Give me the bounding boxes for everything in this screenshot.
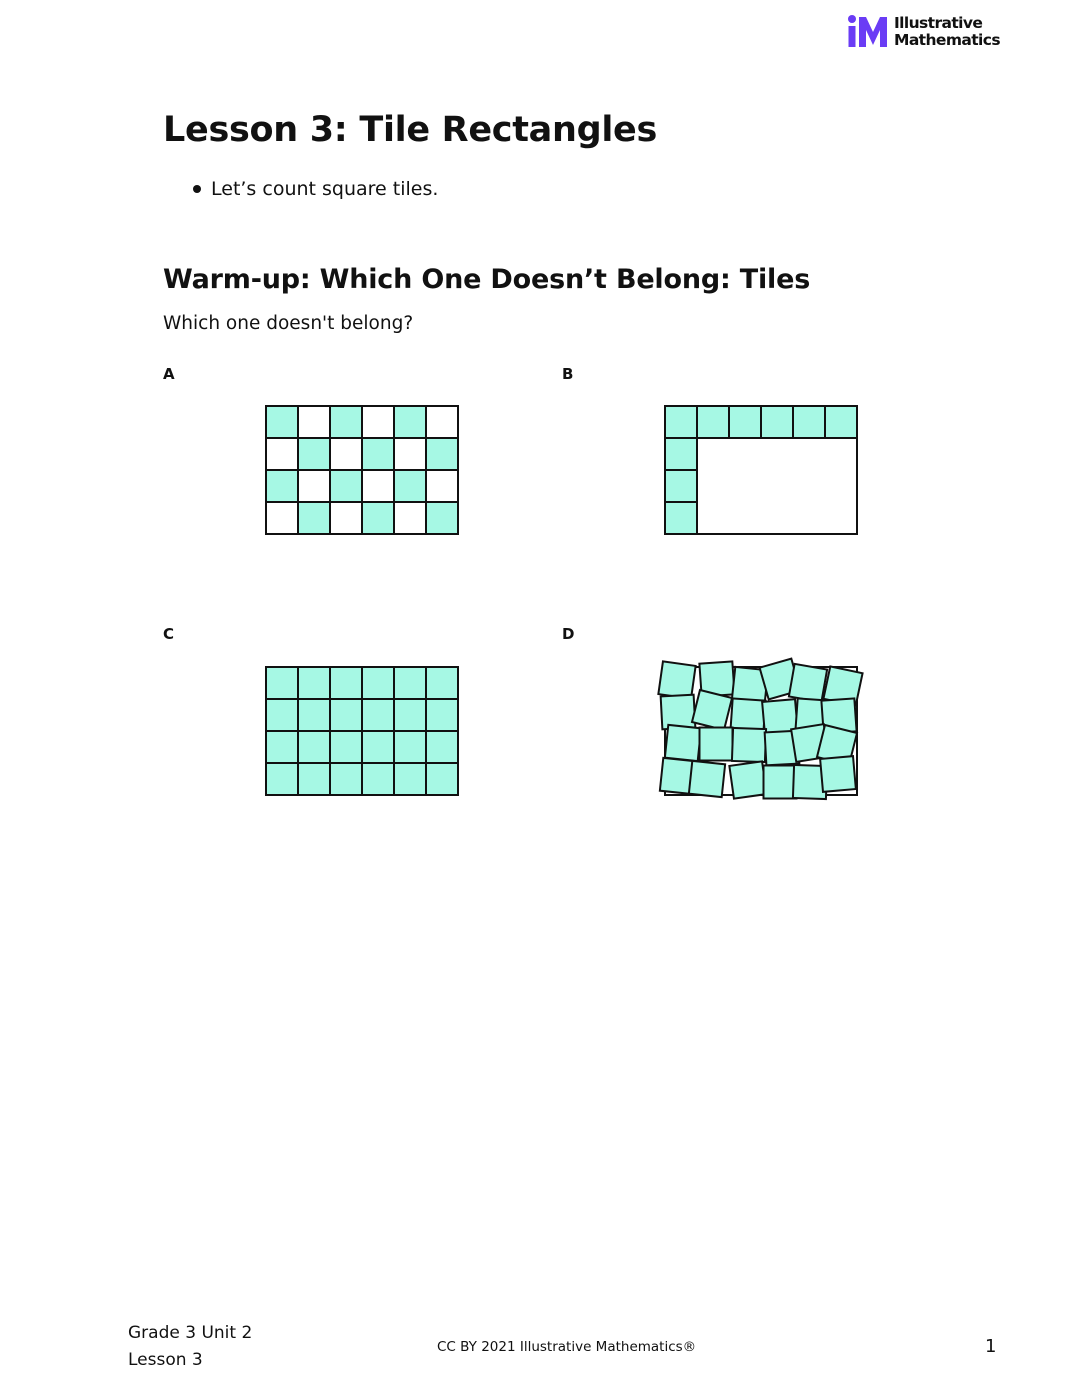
empty-cell — [330, 502, 362, 534]
figure-label-d: D — [562, 625, 575, 643]
empty-cell — [266, 502, 298, 534]
footer-grade-unit: Grade 3 Unit 2 — [128, 1323, 253, 1343]
tile — [658, 661, 695, 698]
tile — [689, 761, 725, 797]
tile — [362, 763, 394, 795]
tile — [426, 502, 458, 534]
figure-label-b: B — [562, 365, 574, 383]
figure-label-a: A — [163, 365, 175, 383]
tile — [732, 728, 766, 762]
tile — [362, 502, 394, 534]
tile — [330, 731, 362, 763]
tile — [266, 699, 298, 731]
empty-cell — [426, 406, 458, 438]
tile — [825, 406, 857, 438]
figure-b-border — [664, 405, 858, 535]
tile — [820, 756, 856, 792]
tile — [426, 763, 458, 795]
tile — [298, 438, 330, 470]
tile — [266, 763, 298, 795]
tile — [298, 699, 330, 731]
warmup-prompt: Which one doesn't belong? — [163, 313, 414, 334]
warmup-heading: Warm-up: Which One Doesn’t Belong: Tiles — [163, 264, 811, 295]
empty-cell — [330, 438, 362, 470]
figure-label-c: C — [163, 625, 175, 643]
footer-copyright: CC BY 2021 Illustrative Mathematics® — [437, 1339, 697, 1355]
tile — [665, 470, 697, 502]
tile — [665, 725, 701, 761]
empty-cell — [362, 406, 394, 438]
tile — [394, 470, 426, 502]
tile — [394, 763, 426, 795]
tile — [426, 731, 458, 763]
tile — [362, 731, 394, 763]
tile — [330, 667, 362, 699]
tile — [330, 406, 362, 438]
empty-cell — [298, 406, 330, 438]
tile — [362, 667, 394, 699]
tile — [266, 470, 298, 502]
tile — [394, 667, 426, 699]
tile — [426, 438, 458, 470]
lesson-goals — [190, 176, 438, 202]
tile — [330, 699, 362, 731]
lesson-goal-item — [190, 176, 438, 202]
empty-cell — [362, 470, 394, 502]
tile — [700, 728, 733, 761]
tile — [298, 667, 330, 699]
tile — [426, 667, 458, 699]
tile — [793, 406, 825, 438]
tile — [330, 763, 362, 795]
tile — [761, 406, 793, 438]
empty-cell — [266, 438, 298, 470]
tile — [298, 502, 330, 534]
figure-a-checkerboard — [265, 405, 459, 535]
tile — [330, 470, 362, 502]
tile — [362, 699, 394, 731]
tile — [394, 731, 426, 763]
logo-wordmark — [894, 15, 1000, 49]
tile — [266, 406, 298, 438]
footer-info — [128, 1321, 252, 1374]
figure-c-full — [265, 666, 459, 796]
figure-d-scattered — [652, 655, 872, 810]
empty-cell — [394, 502, 426, 534]
tile — [426, 699, 458, 731]
tile — [298, 763, 330, 795]
logo-line-2: Mathematics — [894, 31, 1000, 49]
tile — [729, 406, 761, 438]
tile — [665, 406, 697, 438]
tile — [661, 695, 696, 730]
lesson-title: Lesson 3: Tile Rectangles — [163, 110, 658, 150]
tile — [362, 438, 394, 470]
page-number: 1 — [985, 1336, 997, 1357]
tile — [266, 731, 298, 763]
empty-cell — [298, 470, 330, 502]
im-logo-icon — [846, 14, 890, 50]
logo-line-1: Illustrative — [894, 14, 983, 32]
tile — [394, 699, 426, 731]
tile — [729, 761, 766, 798]
tile — [789, 664, 827, 702]
bullet-icon — [193, 185, 201, 193]
tile — [394, 406, 426, 438]
tile — [266, 667, 298, 699]
tile — [764, 766, 797, 799]
tile — [665, 438, 697, 470]
tile — [298, 731, 330, 763]
tile — [692, 690, 732, 730]
tile — [665, 502, 697, 534]
tile — [697, 406, 729, 438]
footer-lesson: Lesson 3 — [128, 1350, 203, 1370]
lesson-goal-text: Let’s count square tiles. — [211, 178, 439, 200]
illustrative-mathematics-logo — [846, 14, 1006, 54]
empty-cell — [426, 470, 458, 502]
empty-cell — [394, 438, 426, 470]
